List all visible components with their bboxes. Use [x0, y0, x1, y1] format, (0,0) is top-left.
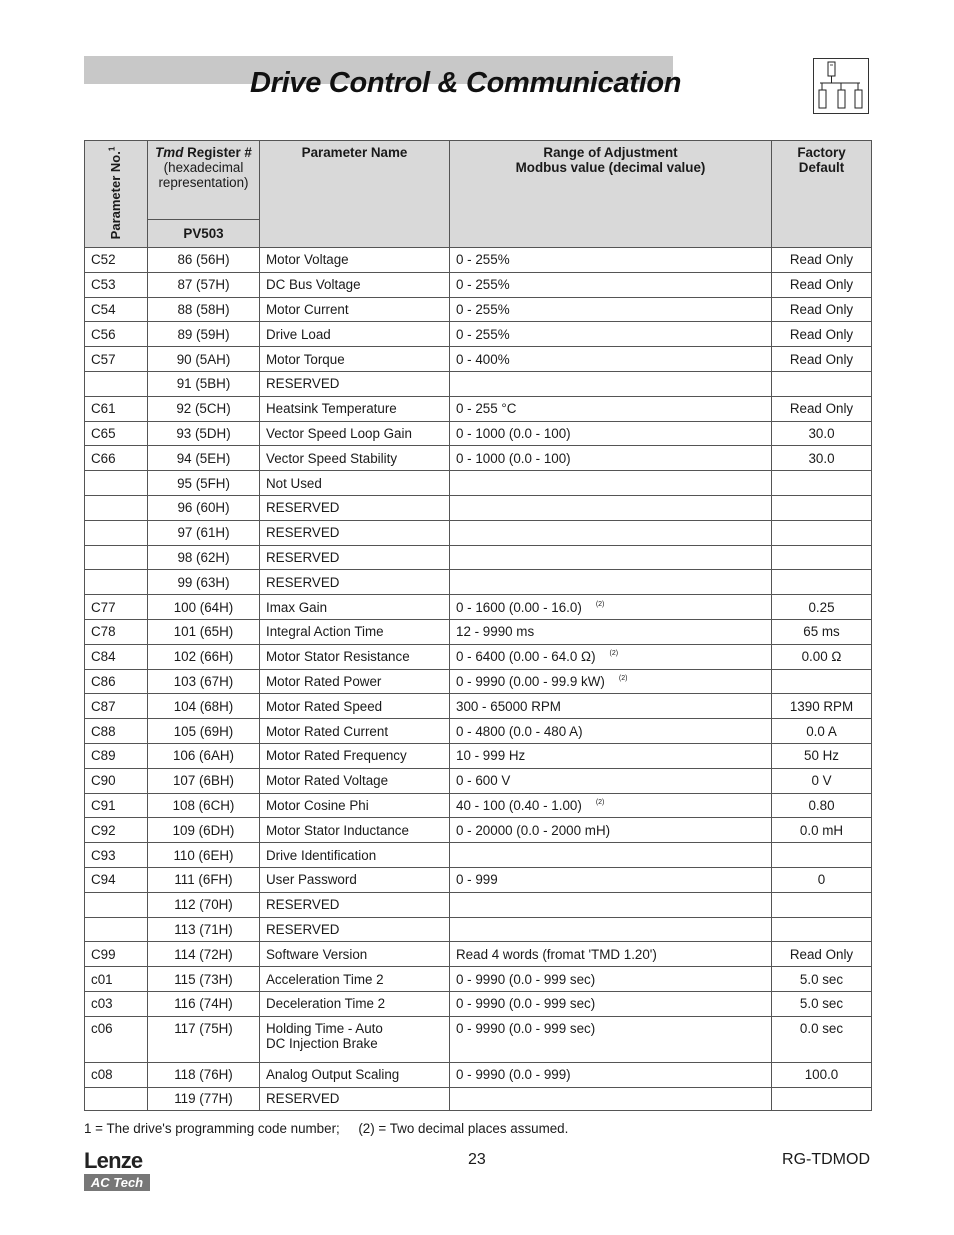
range-text: 0 - 1000 (0.0 - 100) [456, 425, 571, 441]
param-no-cell [85, 471, 148, 496]
footnote: 1 = The drive's programming code number; (2) = Two decimal places assumed. [84, 1121, 569, 1136]
register-cell: 111 (6FH) [148, 867, 260, 892]
range-cell [450, 520, 772, 545]
range-text: 0 - 255 °C [456, 401, 517, 417]
register-cell: 91 (5BH) [148, 371, 260, 396]
range-text: 0 - 20000 (0.0 - 2000 mH) [456, 822, 611, 838]
decimal-note-marker: (2) [609, 650, 619, 658]
range-text: 0 - 999 [456, 872, 498, 888]
table-row [85, 843, 872, 868]
register-cell: 117 (75H) [148, 1016, 260, 1062]
default-cell: 0 [772, 867, 872, 892]
table-row [85, 595, 872, 620]
table-row [85, 297, 872, 322]
param-no-cell: C77 [85, 595, 148, 620]
register-cell: 119 (77H) [148, 1087, 260, 1110]
table-row [85, 272, 872, 297]
range-cell [450, 991, 772, 1016]
range-cell [450, 421, 772, 446]
param-name-cell [260, 644, 450, 669]
table-row [85, 644, 872, 669]
param-name-text: Drive Identification [266, 847, 377, 863]
register-cell: 116 (74H) [148, 991, 260, 1016]
range-text: 0 - 4800 (0.0 - 480 A) [456, 723, 583, 739]
param-no-cell: C57 [85, 347, 148, 372]
param-name-text: Deceleration Time 2 [266, 996, 386, 1012]
range-cell [450, 793, 772, 818]
table-row [85, 892, 872, 917]
range-cell [450, 322, 772, 347]
register-cell: 89 (59H) [148, 322, 260, 347]
range-cell [450, 396, 772, 421]
param-no-cell: C65 [85, 421, 148, 446]
range-cell [450, 272, 772, 297]
register-cell: 108 (6CH) [148, 793, 260, 818]
header-register-label: Register # [183, 145, 252, 160]
register-cell: 96 (60H) [148, 495, 260, 520]
param-name-cell [260, 719, 450, 744]
table-row [85, 1016, 872, 1062]
range-cell [450, 371, 772, 396]
table-row [85, 570, 872, 595]
default-cell: 0.80 [772, 793, 872, 818]
register-cell: 97 (61H) [148, 520, 260, 545]
range-cell [450, 843, 772, 868]
param-name-cell [260, 570, 450, 595]
param-name-text: Analog Output Scaling [266, 1067, 400, 1083]
range-cell [450, 942, 772, 967]
param-name-text: RESERVED [266, 500, 340, 516]
param-no-cell: C84 [85, 644, 148, 669]
default-cell [772, 892, 872, 917]
table-row [85, 619, 872, 644]
range-cell [450, 595, 772, 620]
table-row [85, 396, 872, 421]
range-text: 0 - 600 V [456, 773, 511, 789]
default-cell: 0.0 sec [772, 1016, 872, 1062]
range-text: 0 - 1000 (0.0 - 100) [456, 450, 571, 466]
table-row [85, 545, 872, 570]
param-no-cell: C52 [85, 248, 148, 273]
register-cell: 113 (71H) [148, 917, 260, 942]
param-name-cell [260, 694, 450, 719]
default-cell: 30.0 [772, 421, 872, 446]
table-header-row [85, 141, 872, 220]
range-text: 0 - 255% [456, 326, 510, 342]
default-cell: 0 V [772, 768, 872, 793]
param-name-cell [260, 322, 450, 347]
default-cell: Read Only [772, 322, 872, 347]
param-name-cell [260, 471, 450, 496]
range-text: 0 - 255% [456, 277, 510, 293]
param-name-cell [260, 1062, 450, 1087]
param-no-cell: C90 [85, 768, 148, 793]
param-name-text: RESERVED [266, 1091, 340, 1106]
default-cell [772, 917, 872, 942]
header-register-italic: Tmd [155, 145, 184, 160]
param-no-cell: C99 [85, 942, 148, 967]
param-name-cell [260, 743, 450, 768]
param-name-cell [260, 1087, 450, 1110]
range-text: 0 - 255% [456, 301, 510, 317]
register-cell: 101 (65H) [148, 619, 260, 644]
register-cell: 106 (6AH) [148, 743, 260, 768]
param-name-cell [260, 248, 450, 273]
param-name-text: RESERVED [266, 921, 340, 937]
param-name-cell [260, 818, 450, 843]
param-no-cell: C89 [85, 743, 148, 768]
param-name-cell [260, 297, 450, 322]
range-text: Read 4 words (fromat 'TMD 1.20') [456, 946, 657, 962]
table-row [85, 818, 872, 843]
table-row [85, 669, 872, 694]
param-name-text: Motor Rated Frequency [266, 748, 407, 764]
param-name-text: Motor Rated Speed [266, 698, 383, 714]
default-cell: 65 ms [772, 619, 872, 644]
header-register-sub: (hexadecimal representation) [158, 160, 249, 190]
table-row [85, 942, 872, 967]
network-diagram-icon [813, 58, 869, 114]
table-row [85, 371, 872, 396]
param-no-cell: c08 [85, 1062, 148, 1087]
lenze-logo [84, 1150, 152, 1192]
range-text: 0 - 400% [456, 351, 510, 367]
param-no-cell: C92 [85, 818, 148, 843]
default-cell [772, 520, 872, 545]
register-cell: 100 (64H) [148, 595, 260, 620]
register-cell: 87 (57H) [148, 272, 260, 297]
default-cell: 0.0 A [772, 719, 872, 744]
table-row [85, 967, 872, 992]
param-name-text-line2: DC Injection Brake [266, 1035, 378, 1051]
param-name-cell [260, 595, 450, 620]
param-name-text: Integral Action Time [266, 624, 384, 640]
default-cell: Read Only [772, 297, 872, 322]
register-cell: 92 (5CH) [148, 396, 260, 421]
param-name-text: User Password [266, 872, 357, 888]
range-cell [450, 347, 772, 372]
range-cell [450, 545, 772, 570]
param-no-cell: C66 [85, 446, 148, 471]
range-cell [450, 694, 772, 719]
default-cell: Read Only [772, 248, 872, 273]
table-row [85, 719, 872, 744]
register-cell: 110 (6EH) [148, 843, 260, 868]
register-cell: 109 (6DH) [148, 818, 260, 843]
param-name-text: Heatsink Temperature [266, 401, 397, 417]
param-name-text: RESERVED [266, 525, 340, 541]
param-no-cell [85, 495, 148, 520]
table-row [85, 322, 872, 347]
param-name-cell [260, 843, 450, 868]
range-cell [450, 669, 772, 694]
param-name-cell [260, 917, 450, 942]
header-param-no-label: Parameter No. [108, 150, 123, 239]
register-cell: 94 (5EH) [148, 446, 260, 471]
param-name-cell [260, 446, 450, 471]
table-row [85, 347, 872, 372]
header-range [450, 141, 772, 248]
default-cell [772, 843, 872, 868]
register-cell: 98 (62H) [148, 545, 260, 570]
param-name-text: Vector Speed Loop Gain [266, 425, 412, 441]
range-cell [450, 768, 772, 793]
default-cell: 5.0 sec [772, 967, 872, 992]
param-no-cell: C53 [85, 272, 148, 297]
table-row [85, 694, 872, 719]
param-name-text: Motor Rated Current [266, 723, 389, 739]
register-cell: 88 (58H) [148, 297, 260, 322]
param-name-cell [260, 768, 450, 793]
param-name-cell [260, 942, 450, 967]
param-name-text: Imax Gain [266, 599, 328, 615]
table-row [85, 495, 872, 520]
default-cell [772, 545, 872, 570]
decimal-note-marker: (2) [595, 798, 605, 806]
param-name-cell [260, 396, 450, 421]
table-row [85, 917, 872, 942]
param-name-cell [260, 347, 450, 372]
param-name-text: RESERVED [266, 897, 340, 913]
range-cell [450, 248, 772, 273]
range-text: 0 - 9990 (0.0 - 999 sec) [456, 996, 596, 1012]
decimal-note-marker: (2) [618, 674, 628, 682]
default-cell: 30.0 [772, 446, 872, 471]
param-no-cell: C93 [85, 843, 148, 868]
default-cell [772, 1087, 872, 1110]
param-name-cell [260, 545, 450, 570]
table-row [85, 768, 872, 793]
default-cell [772, 471, 872, 496]
param-name-text: Motor Stator Resistance [266, 649, 410, 665]
range-cell [450, 917, 772, 942]
param-name-text: Motor Current [266, 301, 349, 317]
param-no-cell: C88 [85, 719, 148, 744]
table-row [85, 1062, 872, 1087]
logo-main-text: Lenze [84, 1148, 143, 1173]
header-param-no-sup: 1 [107, 146, 117, 151]
register-cell: 93 (5DH) [148, 421, 260, 446]
param-no-cell [85, 917, 148, 942]
range-text: 0 - 9990 (0.00 - 99.9 kW) [456, 673, 605, 689]
default-cell [772, 371, 872, 396]
register-cell: 107 (6BH) [148, 768, 260, 793]
register-cell: 103 (67H) [148, 669, 260, 694]
default-cell [772, 669, 872, 694]
default-cell: 1390 RPM [772, 694, 872, 719]
param-name-text: DC Bus Voltage [266, 277, 361, 293]
param-name-cell [260, 520, 450, 545]
table-row [85, 991, 872, 1016]
param-name-text: Acceleration Time 2 [266, 971, 384, 987]
param-name-cell [260, 991, 450, 1016]
default-cell: 0.0 mH [772, 818, 872, 843]
header-register [148, 141, 260, 220]
default-cell: Read Only [772, 396, 872, 421]
default-cell: Read Only [772, 942, 872, 967]
range-cell [450, 867, 772, 892]
header-range-line1: Range of Adjustment [543, 145, 678, 160]
range-cell [450, 1016, 772, 1062]
header-default-line2: Default [798, 160, 845, 175]
register-cell: 86 (56H) [148, 248, 260, 273]
range-cell [450, 619, 772, 644]
range-text: 0 - 255% [456, 252, 510, 268]
range-text: 0 - 9990 (0.0 - 999) [456, 1067, 571, 1083]
default-cell [772, 495, 872, 520]
param-name-text: Motor Rated Voltage [266, 773, 389, 789]
param-name-text: Software Version [266, 946, 368, 962]
range-text: 0 - 1600 (0.00 - 16.0) [456, 599, 582, 615]
range-text: 12 - 9990 ms [456, 624, 535, 640]
param-name-text: RESERVED [266, 549, 340, 565]
param-name-cell [260, 669, 450, 694]
range-cell [450, 743, 772, 768]
header-param-no [85, 141, 148, 248]
default-cell: 5.0 sec [772, 991, 872, 1016]
header-param-name: Parameter Name [260, 141, 450, 248]
parameter-table [84, 140, 872, 1111]
param-no-cell: C54 [85, 297, 148, 322]
logo-sub-text: AC Tech [84, 1174, 150, 1191]
param-no-cell [85, 570, 148, 595]
header-default-line1: Factory [797, 145, 846, 160]
range-text: 0 - 9990 (0.0 - 999 sec) [456, 971, 596, 987]
table-row [85, 471, 872, 496]
range-cell [450, 1062, 772, 1087]
register-cell: 99 (63H) [148, 570, 260, 595]
register-cell: 118 (76H) [148, 1062, 260, 1087]
param-name-cell [260, 371, 450, 396]
register-cell: 102 (66H) [148, 644, 260, 669]
table-row [85, 743, 872, 768]
range-cell [450, 644, 772, 669]
param-name-text: RESERVED [266, 574, 340, 590]
param-no-cell: C94 [85, 867, 148, 892]
param-name-cell [260, 421, 450, 446]
param-name-cell [260, 867, 450, 892]
param-name-text: Motor Stator Inductance [266, 822, 409, 838]
register-cell: 104 (68H) [148, 694, 260, 719]
default-cell: 0.25 [772, 595, 872, 620]
default-cell: 100.0 [772, 1062, 872, 1087]
range-cell [450, 719, 772, 744]
param-no-cell: C78 [85, 619, 148, 644]
param-name-text: Drive Load [266, 326, 331, 342]
default-cell: Read Only [772, 272, 872, 297]
param-name-cell [260, 892, 450, 917]
header-register-pv: PV503 [148, 220, 260, 248]
decimal-note-marker: (2) [595, 600, 605, 608]
range-cell [450, 818, 772, 843]
param-no-cell: C56 [85, 322, 148, 347]
param-name-text: Motor Voltage [266, 252, 349, 268]
header-default [772, 141, 872, 248]
page-number: 23 [468, 1151, 486, 1168]
default-cell: 50 Hz [772, 743, 872, 768]
param-no-cell [85, 545, 148, 570]
range-cell [450, 967, 772, 992]
range-cell [450, 570, 772, 595]
param-name-cell [260, 495, 450, 520]
register-cell: 115 (73H) [148, 967, 260, 992]
header-range-line2: Modbus value (decimal value) [515, 160, 706, 175]
range-cell [450, 892, 772, 917]
default-cell: Read Only [772, 347, 872, 372]
range-text: 10 - 999 Hz [456, 748, 526, 764]
range-cell [450, 297, 772, 322]
param-no-cell [85, 1087, 148, 1110]
param-no-cell: c06 [85, 1016, 148, 1062]
range-cell [450, 471, 772, 496]
document-code: RG-TDMOD [782, 1151, 870, 1168]
register-cell: 112 (70H) [148, 892, 260, 917]
param-name-text: Not Used [266, 475, 322, 491]
param-no-cell: C87 [85, 694, 148, 719]
param-name-cell [260, 1016, 450, 1062]
param-no-cell [85, 371, 148, 396]
range-cell [450, 446, 772, 471]
register-cell: 114 (72H) [148, 942, 260, 967]
range-text: 0 - 6400 (0.00 - 64.0 Ω) [456, 649, 596, 665]
param-name-text: Motor Rated Power [266, 673, 382, 689]
param-name-text: Motor Cosine Phi [266, 797, 369, 813]
param-name-cell [260, 967, 450, 992]
register-cell: 90 (5AH) [148, 347, 260, 372]
table-row [85, 793, 872, 818]
register-cell: 105 (69H) [148, 719, 260, 744]
param-name-text: Motor Torque [266, 351, 345, 367]
range-text: 40 - 100 (0.40 - 1.00) [456, 797, 582, 813]
param-name-cell [260, 793, 450, 818]
table-row [85, 867, 872, 892]
param-no-cell: C91 [85, 793, 148, 818]
param-no-cell [85, 520, 148, 545]
param-name-text: Holding Time - Auto [266, 1020, 383, 1036]
param-name-text: RESERVED [266, 376, 340, 392]
range-cell [450, 495, 772, 520]
table-row [85, 248, 872, 273]
param-no-cell: C86 [85, 669, 148, 694]
range-text: 0 - 9990 (0.0 - 999 sec) [456, 1020, 596, 1036]
param-no-cell [85, 892, 148, 917]
default-cell [772, 570, 872, 595]
table-row [85, 1087, 872, 1110]
table-row [85, 520, 872, 545]
param-no-cell: c03 [85, 991, 148, 1016]
register-cell: 95 (5FH) [148, 471, 260, 496]
range-cell [450, 1087, 772, 1110]
table-row [85, 446, 872, 471]
param-name-cell [260, 272, 450, 297]
param-no-cell: c01 [85, 967, 148, 992]
page-title: Drive Control & Communication [250, 67, 682, 99]
param-name-cell [260, 619, 450, 644]
default-cell: 0.00 Ω [772, 644, 872, 669]
param-name-text: Vector Speed Stability [266, 450, 398, 466]
param-no-cell: C61 [85, 396, 148, 421]
table-row [85, 421, 872, 446]
range-text: 300 - 65000 RPM [456, 698, 561, 714]
